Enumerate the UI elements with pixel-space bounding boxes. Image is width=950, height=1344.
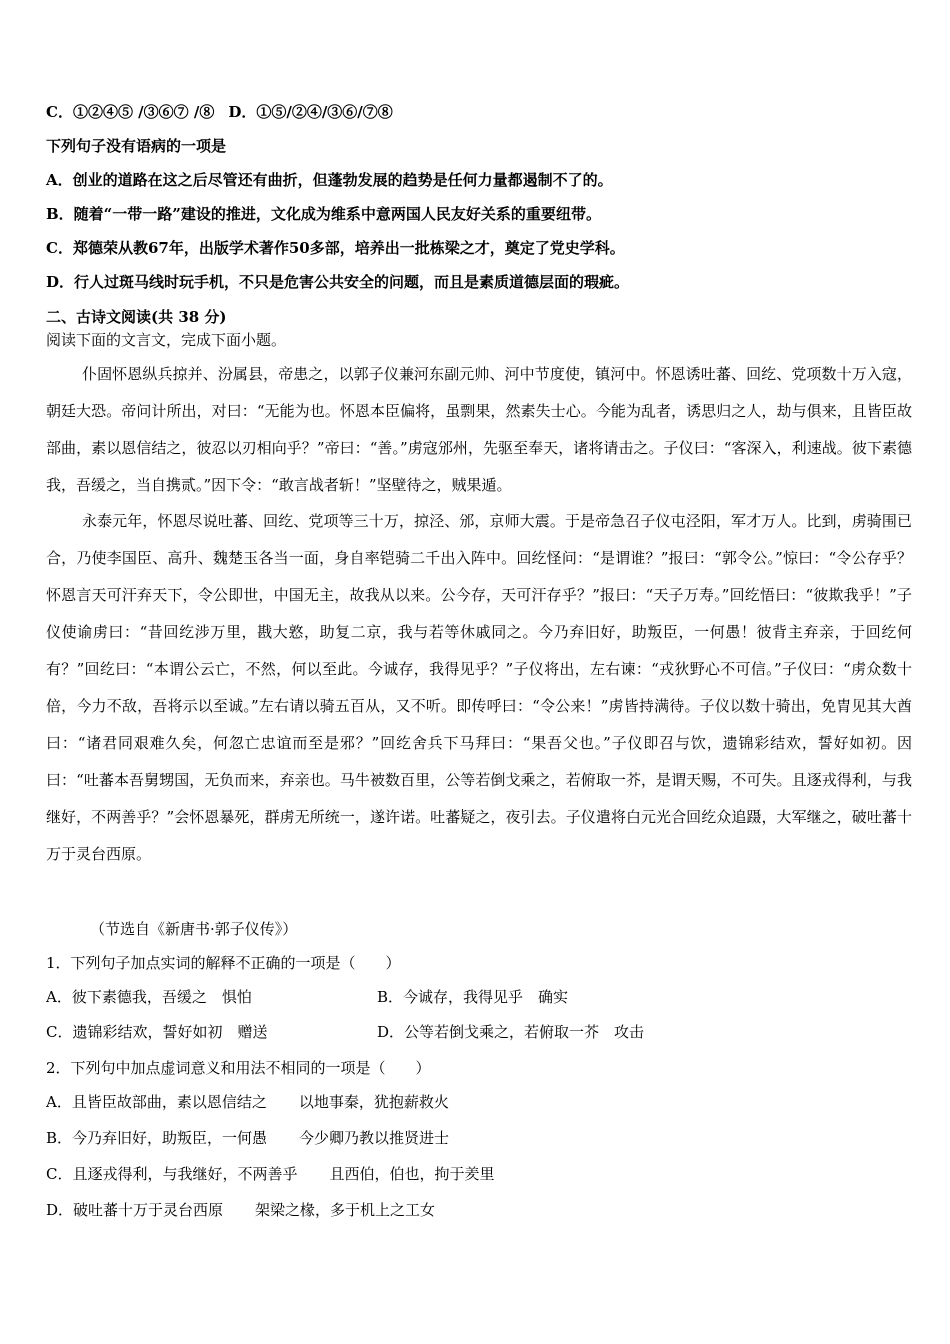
section-intro: 阅读下面的文言文，完成下面小题。 [46, 331, 287, 349]
q1-option-b: B．今诚存，我得见乎 确实 [377, 988, 569, 1006]
q2-option-a-sentence: A．且皆臣故部曲，素以恩信结之 [46, 1093, 267, 1111]
passage-source: （节选自《新唐书·郭子仪传》） [90, 920, 298, 938]
q2-option-a [46, 1091, 449, 1113]
grammar-question-stem: 下列句子没有语病的一项是 [46, 137, 227, 155]
grammar-option-b: B．随着“一带一路”建设的推进，文化成为维系中意两国人民友好关系的重要纽带。 [46, 205, 601, 223]
q2-option-c-sentence: C．且逐戎得利，与我继好，不两善乎 [46, 1165, 298, 1183]
option-c: C．①②④⑤ /③⑥⑦ /⑧ [46, 103, 215, 121]
q2-option-c [46, 1163, 495, 1185]
grammar-option-d: D．行人过斑马线时玩手机，不只是危害公共安全的问题，而且是素质道德层面的瑕疵。 [46, 273, 630, 291]
q2-option-b-compare: 今少卿乃教以推贤进士 [299, 1129, 450, 1147]
section-heading: 二、古诗文阅读(共 38 分) [46, 308, 227, 326]
grammar-option-a: A．创业的道路在这之后尽管还有曲折，但蓬勃发展的趋势是任何力量都遏制不了的。 [46, 171, 613, 189]
q2-option-d-sentence: D．破吐蕃十万于灵台西原 [46, 1201, 224, 1219]
q2-option-d-compare: 架梁之椽，多于机上之工女 [255, 1201, 436, 1219]
q1-option-c: C．遗锦彩结欢，誓好如初 赠送 [46, 1023, 268, 1041]
q2-option-b-sentence: B．今乃弃旧好，助叛臣，一何愚 [46, 1129, 268, 1147]
options-row-c-d [46, 101, 393, 123]
q2-option-b [46, 1127, 449, 1149]
q2-option-c-compare: 且西伯，伯也，拘于羑里 [329, 1165, 495, 1183]
grammar-option-c: C．郑德荣从教67年，出版学术著作50多部，培养出一批栋梁之才，奠定了党史学科。 [46, 239, 625, 257]
passage-paragraph-1: 仆固怀恩纵兵掠并、汾属县，帝患之，以郭子仪兼河东副元帅、河中节度使，镇河中。怀恩诱吐蕃、回纥、党项数十万入寇，朝廷大恐。帝问计所出，对曰：“无能为也。怀恩本臣偏将，虽剽果，然素失士心。今能为乱者，诱思归之人，劫与俱来，且皆臣故部曲，素以恩信结之，彼忍以刃相向乎？”帝曰：“善。”虏寇邠州，先驱至奉天，诸将请击之。子仪曰：“客深入，利速战。彼下素德我，吾缓之，当自携贰。”因下令：“敢言战者斩！”坚壁待之，贼果遁。 [46, 365, 912, 494]
q2-stem: 2．下列句中加点虚词意义和用法不相同的一项是（ ） [46, 1059, 431, 1077]
q1-stem: 1．下列句子加点实词的解释不正确的一项是（ ） [46, 954, 401, 972]
option-d: D．①⑤/②④/③⑥/⑦⑧ [228, 103, 393, 121]
q2-option-d [46, 1199, 435, 1221]
passage-paragraph-2: 永泰元年，怀恩尽说吐蕃、回纥、党项等三十万，掠泾、邠，京师大震。于是帝急召子仪屯泾阳，军才万人。比到，虏骑围已合，乃使李国臣、高升、魏楚玉各当一面，身自率铠骑二千出入阵中。回纥怪问：“是谓谁？”报曰：“郭令公。”惊曰：“令公存乎？怀恩言天可汗弃天下，令公即世，中国无主，故我从以来。公今存，天可汗存乎？”报曰：“天子万寿。”回纥悟曰：“彼欺我乎！”子仪使谕虏曰：“昔回纥涉万里，戡大憝，助复二京，我与若等休戚同之。今乃弃旧好，助叛臣，一何愚！彼背主弃亲，于回纥何有？”回纥曰：“本谓公云亡，不然，何以至此。今诚存，我得见乎？”子仪将出，左右谏：“戎狄野心不可信。”子仪曰：“虏众数十倍，今力不敌，吾将示以至诚。”左右请以骑五百从，又不听。即传呼曰：“令公来！”虏皆持满待。子仪以数十骑出，免胄见其大酋曰：“诸君同艰难久矣，何忽亡忠谊而至是邪？”回纥舍兵下马拜曰：“果吾父也。”子仪即召与饮，遗锦彩结欢，誓好如初。因曰：“吐蕃本吾舅甥国，无负而来，弃亲也。马牛被数百里，公等若倒戈乘之，若俯取一芥，是谓天赐，不可失。且逐戎得利，与我继好，不两善乎？”会怀恩暴死，群虏无所统一，遂许诺。吐蕃疑之，夜引去。子仪遣将白元光合回纥众追蹑，大军继之，破吐蕃十万于灵台西原。 [46, 512, 912, 863]
q1-option-a: A．彼下素德我，吾缓之 惧怕 [46, 988, 252, 1006]
q2-option-a-compare: 以地事秦，犹抱薪救火 [298, 1093, 449, 1111]
q1-option-d: D．公等若倒戈乘之，若俯取一芥 攻击 [377, 1023, 645, 1041]
